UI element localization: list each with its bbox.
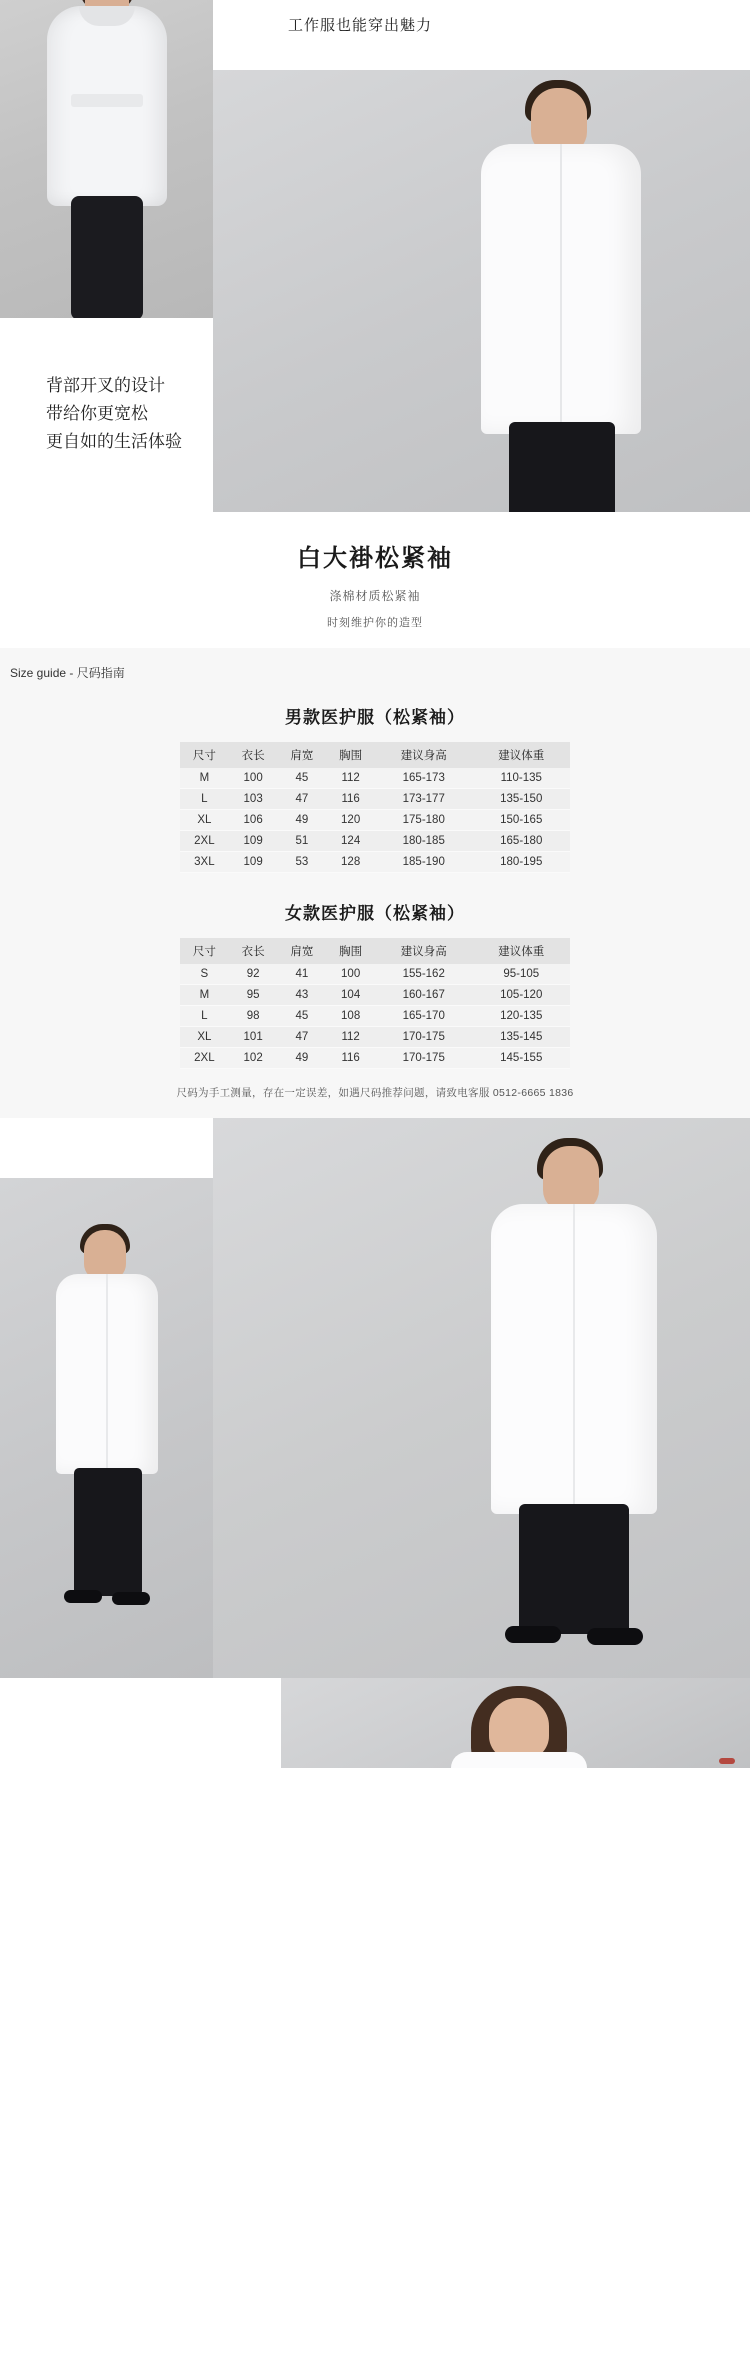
cell-weight: 135-150 xyxy=(473,789,571,810)
hero-blurb-line-1: 背部开叉的设计 xyxy=(46,376,165,395)
cell-size: 3XL xyxy=(180,852,229,873)
col-height: 建议身高 xyxy=(375,742,473,768)
cell-height: 165-173 xyxy=(375,768,473,789)
photo-male-model-front-large xyxy=(213,1118,750,1678)
hero-blurb xyxy=(46,372,182,456)
col-length: 衣长 xyxy=(229,938,278,964)
size-guide-note: 尺码为手工测量，存在一定误差，如遇尺码推荐问题，请致电客服 0512-6665 1836 xyxy=(176,1087,574,1099)
cell-weight: 165-180 xyxy=(473,831,571,852)
cell-weight: 105-120 xyxy=(473,985,571,1006)
cell-height: 160-167 xyxy=(375,985,473,1006)
cell-size: L xyxy=(180,789,229,810)
model-lips xyxy=(719,1758,735,1764)
col-bust: 胸围 xyxy=(326,742,375,768)
gallery-section xyxy=(0,1118,750,1768)
size-guide-section xyxy=(0,648,750,1118)
model-shoe-left xyxy=(64,1590,102,1603)
table-header-row xyxy=(180,742,570,768)
cell-shoulder: 41 xyxy=(278,964,327,985)
cell-shoulder: 51 xyxy=(278,831,327,852)
hero-headline: 工作服也能穿出魅力 xyxy=(288,17,433,34)
hero-section xyxy=(0,0,750,512)
table-row xyxy=(180,1048,570,1069)
cell-bust: 128 xyxy=(326,852,375,873)
cell-weight: 180-195 xyxy=(473,852,571,873)
table-row xyxy=(180,768,570,789)
cell-bust: 108 xyxy=(326,1006,375,1027)
model-trousers xyxy=(71,196,143,318)
model-trousers xyxy=(519,1504,629,1634)
model-head xyxy=(84,1230,126,1280)
cell-length: 92 xyxy=(229,964,278,985)
table-row xyxy=(180,1006,570,1027)
model-trousers xyxy=(509,422,615,512)
cell-length: 109 xyxy=(229,831,278,852)
lab-coat xyxy=(56,1274,158,1474)
lab-coat xyxy=(451,1752,587,1768)
cell-bust: 124 xyxy=(326,831,375,852)
cell-shoulder: 49 xyxy=(278,810,327,831)
cell-size: XL xyxy=(180,810,229,831)
col-bust: 胸围 xyxy=(326,938,375,964)
col-shoulder: 肩宽 xyxy=(278,938,327,964)
cell-length: 103 xyxy=(229,789,278,810)
cell-height: 173-177 xyxy=(375,789,473,810)
cell-size: XL xyxy=(180,1027,229,1048)
cell-height: 170-175 xyxy=(375,1027,473,1048)
photo-male-model-side xyxy=(213,70,750,512)
col-shoulder: 肩宽 xyxy=(278,742,327,768)
cell-height: 175-180 xyxy=(375,810,473,831)
cell-shoulder: 53 xyxy=(278,852,327,873)
cell-height: 165-170 xyxy=(375,1006,473,1027)
cell-length: 106 xyxy=(229,810,278,831)
model-shoe-left xyxy=(505,1626,561,1643)
product-subtitle-2: 时刻维护你的造型 xyxy=(327,617,423,629)
cell-length: 102 xyxy=(229,1048,278,1069)
model-head xyxy=(543,1146,599,1212)
photo-coat-back-view xyxy=(0,0,213,318)
model-head xyxy=(489,1698,549,1760)
cell-weight: 95-105 xyxy=(473,964,571,985)
cell-weight: 120-135 xyxy=(473,1006,571,1027)
col-size: 尺寸 xyxy=(180,742,229,768)
cell-weight: 145-155 xyxy=(473,1048,571,1069)
table-row xyxy=(180,810,570,831)
table-row xyxy=(180,852,570,873)
cell-height: 185-190 xyxy=(375,852,473,873)
cell-height: 155-162 xyxy=(375,964,473,985)
cell-length: 100 xyxy=(229,768,278,789)
col-weight: 建议体重 xyxy=(473,938,571,964)
cell-bust: 112 xyxy=(326,768,375,789)
table-row xyxy=(180,1027,570,1048)
cell-shoulder: 49 xyxy=(278,1048,327,1069)
lab-coat-back xyxy=(47,6,167,206)
cell-shoulder: 45 xyxy=(278,768,327,789)
cell-bust: 104 xyxy=(326,985,375,1006)
cell-length: 98 xyxy=(229,1006,278,1027)
model-shoe-right xyxy=(587,1628,643,1645)
cell-bust: 120 xyxy=(326,810,375,831)
cell-size: M xyxy=(180,985,229,1006)
cell-weight: 135-145 xyxy=(473,1027,571,1048)
col-height: 建议身高 xyxy=(375,938,473,964)
model-shoe-right xyxy=(112,1592,150,1605)
cell-height: 180-185 xyxy=(375,831,473,852)
col-weight: 建议体重 xyxy=(473,742,571,768)
cell-size: M xyxy=(180,768,229,789)
col-size: 尺寸 xyxy=(180,938,229,964)
cell-bust: 116 xyxy=(326,1048,375,1069)
cell-bust: 100 xyxy=(326,964,375,985)
cell-weight: 150-165 xyxy=(473,810,571,831)
table-row xyxy=(180,831,570,852)
mens-size-table xyxy=(180,742,570,873)
table-row xyxy=(180,789,570,810)
cell-shoulder: 47 xyxy=(278,1027,327,1048)
photo-male-model-front-small xyxy=(0,1178,213,1678)
table-spacer xyxy=(0,873,750,899)
size-guide-label: Size guide - 尺码指南 xyxy=(10,666,125,680)
cell-size: 2XL xyxy=(180,1048,229,1069)
cell-bust: 112 xyxy=(326,1027,375,1048)
lab-coat xyxy=(481,144,641,434)
coat-collar xyxy=(79,6,135,26)
col-length: 衣长 xyxy=(229,742,278,768)
product-subtitle-1: 涤棉材质松紧袖 xyxy=(329,589,421,603)
table-row xyxy=(180,985,570,1006)
cell-length: 95 xyxy=(229,985,278,1006)
womens-table-title: 女款医护服（松紧袖） xyxy=(285,904,465,923)
hero-blurb-line-3: 更自如的生活体验 xyxy=(46,432,182,451)
table-header-row xyxy=(180,938,570,964)
cell-length: 101 xyxy=(229,1027,278,1048)
product-title: 白大褂松紧袖 xyxy=(297,545,453,572)
cell-length: 109 xyxy=(229,852,278,873)
mens-table-title: 男款医护服（松紧袖） xyxy=(285,708,465,727)
cell-bust: 116 xyxy=(326,789,375,810)
cell-height: 170-175 xyxy=(375,1048,473,1069)
cell-weight: 110-135 xyxy=(473,768,571,789)
model-trousers xyxy=(74,1468,142,1596)
hero-blurb-line-2: 带给你更宽松 xyxy=(46,404,148,423)
cell-shoulder: 43 xyxy=(278,985,327,1006)
cell-size: S xyxy=(180,964,229,985)
cell-shoulder: 47 xyxy=(278,789,327,810)
cell-size: L xyxy=(180,1006,229,1027)
photo-female-model xyxy=(281,1678,750,1768)
product-title-section xyxy=(0,512,750,648)
cell-shoulder: 45 xyxy=(278,1006,327,1027)
cell-size: 2XL xyxy=(180,831,229,852)
table-row xyxy=(180,964,570,985)
lab-coat xyxy=(491,1204,657,1514)
womens-size-table xyxy=(180,938,570,1069)
